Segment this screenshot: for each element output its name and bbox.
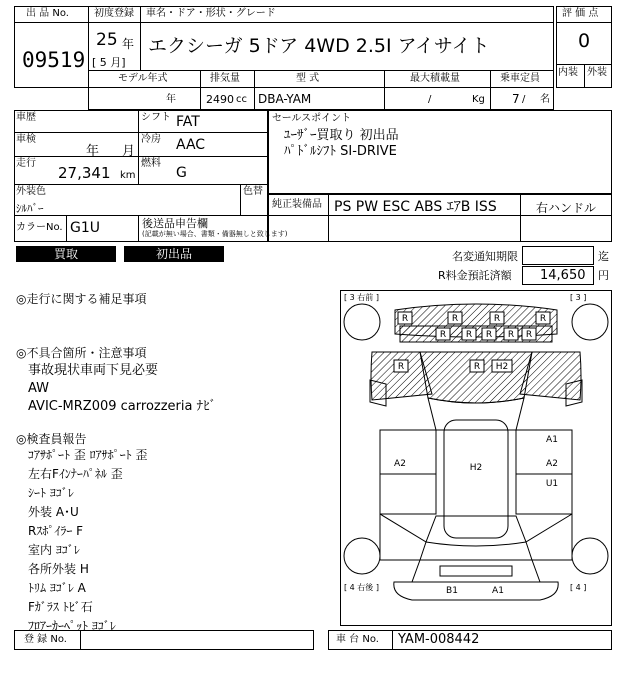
tire-front-right-label: [ 3 ] [570, 293, 587, 302]
fuel-value: G [176, 165, 187, 181]
shift-label: シフト [141, 112, 171, 123]
mark-r: R [451, 314, 459, 324]
model-code-label: 型 式 [296, 73, 320, 84]
mark-b1-rear: B1 [446, 586, 458, 596]
inspector-item: Fｶﾞﾗｽ ﾄﾋﾞ石 [28, 600, 93, 614]
mark-r: R [465, 330, 473, 340]
mark-r: R [439, 330, 447, 340]
aircon-label: 冷房 [141, 134, 161, 145]
mark-h2: H2 [495, 362, 509, 372]
capacity-value: 7 [512, 92, 520, 106]
wheel-front-left [344, 304, 380, 340]
aftermarket-note: (記載が無い場合、書類・備器無しと致します) [142, 230, 288, 238]
aircon-value: AAC [176, 137, 206, 153]
inspector-item: ｼｰﾄ ﾖｺﾞﾚ [28, 486, 74, 500]
steering-side: 右ハンドル [536, 201, 597, 215]
tire-front-left-label: [ 3 右前 ] [344, 293, 379, 302]
displacement-value: 2490 [206, 93, 234, 106]
interior-score-label: 内装 [558, 67, 578, 78]
car-damage-diagram [340, 290, 612, 626]
badge-first-listing: 初出品 [124, 246, 224, 262]
model-year-unit: 年 [166, 94, 176, 105]
defect-item: AVIC-MRZ009 carrozzeria ﾅﾋﾞ [28, 399, 217, 414]
roof [444, 420, 508, 538]
tire-rear-left-label: [ 4 右後 ] [344, 583, 379, 592]
max-load-separator: / [428, 94, 432, 105]
inspection-month-unit: 月 [122, 144, 136, 159]
recycle-fee-unit: 円 [598, 269, 609, 282]
recycle-fee-label: R料金預託済額 [438, 269, 512, 282]
license-plate [440, 566, 512, 576]
mark-r: R [397, 362, 405, 372]
model-code-value: DBA-YAM [258, 92, 312, 106]
registration-year-unit: 年 [122, 37, 135, 51]
mark-a2-right: A2 [546, 459, 558, 469]
inspector-item: 外装 A･U [28, 505, 79, 519]
mileage-unit: km [120, 170, 136, 181]
name-change-label: 名変通知期限 [452, 250, 518, 263]
lot-number: 09519 [22, 48, 86, 72]
inspector-report-list [28, 446, 147, 636]
score-label: 評 価 点 [562, 8, 599, 19]
mark-r: R [493, 314, 501, 324]
wheel-front-right [572, 304, 608, 340]
wheel-rear-right [572, 538, 608, 574]
inspector-item: 各所外装 H [28, 562, 89, 576]
equipment-items: PS PW ESC ABS ｴｱB ISS [334, 199, 497, 215]
inspector-item: ﾌﾛｱｰｶｰﾍﾟｯﾄ ﾖｺﾞﾚ [28, 619, 116, 633]
exterior-color-value: ｼﾙﾊﾞｰ [16, 202, 44, 215]
history-label: 車歴 [16, 112, 36, 123]
exterior-score-label: 外装 [587, 67, 607, 78]
max-load-label: 最大積載量 [410, 73, 460, 84]
shift-value: FAT [176, 114, 200, 130]
capacity-separator: / [522, 94, 526, 105]
rear-bumper [394, 582, 558, 600]
inspection-label: 車検 [16, 134, 36, 145]
mark-r: R [473, 362, 481, 372]
mark-r: R [485, 330, 493, 340]
exterior-color-label: 外装色 [16, 186, 46, 197]
defects-list [28, 362, 216, 416]
mileage-label: 走行 [16, 158, 36, 169]
name-change-box [522, 246, 594, 265]
car-name: エクシーガ 5ドア 4WD 2.5I アイサイト [148, 35, 490, 57]
driving-notes-title: ◎走行に関する補足事項 [16, 292, 147, 306]
mark-u1-right: U1 [545, 479, 559, 489]
model-year-label: モデル年式 [118, 73, 168, 84]
mark-h2-roof: H2 [469, 463, 483, 473]
left-rear-door [380, 474, 436, 514]
rear-window [426, 516, 526, 546]
mark-r: R [539, 314, 547, 324]
sales-point-line-1: ﾕｰｻﾞｰ買取り 初出品 [284, 128, 399, 143]
displacement-label: 排気量 [210, 73, 240, 84]
mark-r: R [525, 330, 533, 340]
mark-a2-left: A2 [394, 459, 406, 469]
defect-item: AW [28, 381, 50, 396]
equipment-label: 純正装備品 [272, 199, 322, 210]
trunk [412, 560, 540, 582]
badge-buyback: 買取 [16, 246, 116, 262]
inspector-item: ﾄﾘﾑ ﾖｺﾞﾚ A [28, 581, 86, 595]
mark-a1-rear: A1 [492, 586, 504, 596]
name-change-unit: 迄 [598, 250, 609, 263]
capacity-unit: 名 [540, 94, 550, 105]
mark-r: R [507, 330, 515, 340]
lot-number-label: 出 品 No. [26, 8, 69, 19]
registration-year: 25 [96, 30, 118, 50]
color-number-label: カラーNo. [16, 222, 63, 233]
mark-r: R [401, 314, 409, 324]
chassis-number-label: 車 台 No. [336, 634, 379, 645]
score-value: 0 [578, 30, 591, 52]
right-front-door [516, 430, 572, 474]
defects-title: ◎不具合箇所・注意事項 [16, 346, 147, 360]
defect-item: 事故現状車両下見必要 [28, 363, 159, 378]
windshield [428, 398, 524, 430]
first-registration-label: 初度登録 [94, 8, 134, 19]
inspector-item: 左右Fｲﾝﾅｰﾊﾟﾈﾙ 歪 [28, 467, 123, 481]
registration-number-label: 登 録 No. [24, 634, 67, 645]
sales-point-line-2: ﾊﾟﾄﾞﾙｼﾌﾄ SI-DRIVE [284, 144, 397, 159]
color-change-label: 色替 [243, 186, 263, 197]
right-rear-door [516, 474, 572, 514]
mark-a1-right: A1 [546, 435, 558, 445]
fuel-label: 燃料 [141, 158, 161, 169]
tire-rear-right-label: [ 4 ] [570, 583, 587, 592]
mileage-value: 27,341 [58, 164, 111, 182]
displacement-unit: cc [236, 94, 247, 105]
recycle-fee-value: 14,650 [540, 268, 586, 283]
aftermarket-label: 後送品申告欄 [142, 217, 208, 230]
capacity-label: 乗車定員 [500, 73, 540, 84]
inspection-year-unit: 年 [86, 144, 100, 159]
left-front-door [380, 430, 436, 474]
inspector-item: Rｽﾎﾟｲﾗｰ F [28, 524, 84, 538]
registration-month: [ 5 月] [92, 56, 126, 69]
chassis-number-value: YAM-008442 [398, 632, 480, 647]
color-number-value: G1U [70, 220, 101, 236]
car-name-label: 車名・ドア・形状・グレード [146, 8, 276, 19]
wheel-rear-left [344, 538, 380, 574]
inspector-item: 室内 ﾖｺﾞﾚ [28, 543, 80, 557]
inspector-report-title: ◎検査員報告 [16, 432, 87, 446]
max-load-unit: Kg [472, 94, 485, 105]
inspector-item: ｺｱｻﾎﾟｰﾄ 歪 ﾛｱｻﾎﾟｰﾄ 歪 [28, 448, 148, 462]
sales-points-label: セールスポイント [272, 113, 352, 124]
